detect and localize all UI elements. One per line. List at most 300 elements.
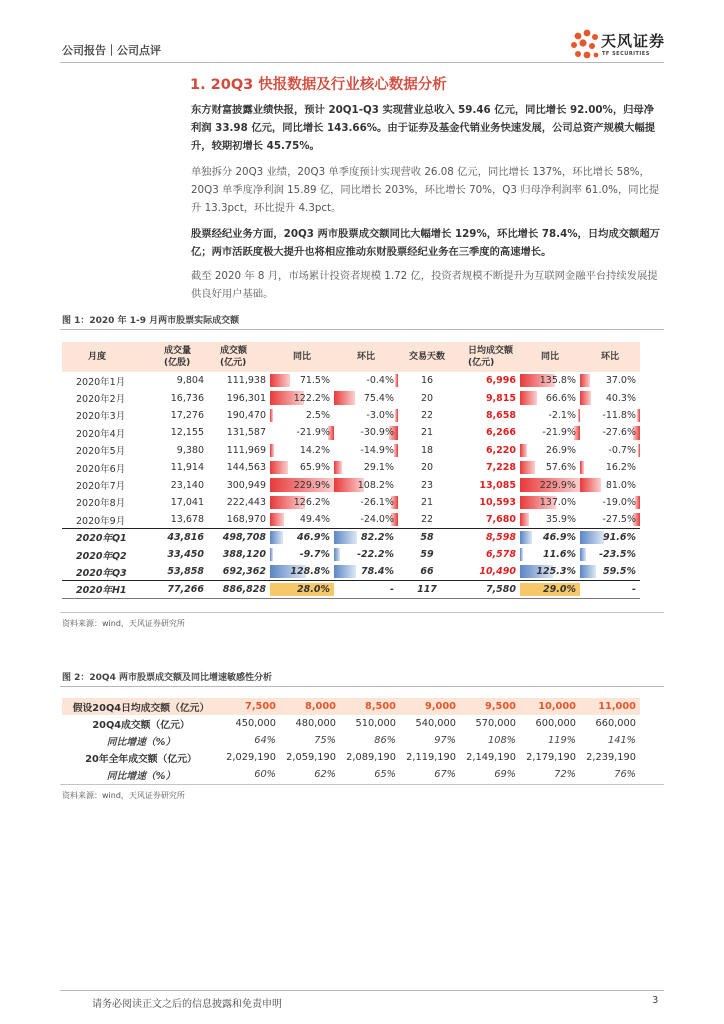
table-row [62,766,640,783]
table-cell [456,529,520,546]
table-cell [580,563,640,580]
table-cell [398,494,456,511]
cell-value: 10,490 [479,566,516,578]
table-cell [398,389,456,406]
cell-value: 58 [420,531,434,543]
table-cell [334,442,398,459]
table-cell: 76% [614,769,636,780]
table-cell [456,407,520,424]
figure2-table [62,698,640,783]
table-cell [398,442,456,459]
data-bar [270,444,274,457]
table-cell [580,442,640,459]
cell-value: - [632,583,636,595]
table-cell [520,424,580,441]
figure1-header-cell: 交易天数 [398,342,456,372]
figure1-header-cell: 环比 [580,342,640,372]
table-row [62,511,640,528]
table-cell: 141% [607,735,636,746]
cell-value: 168,970 [226,514,266,526]
logo-dot [592,34,598,40]
cell-value: 16 [420,375,434,387]
table-cell [208,459,270,476]
figure2-header-value: 8,500 [340,698,400,715]
cell-value: 35.9% [545,514,576,526]
cell-value: 46.9% [297,531,330,543]
paragraph-brokerage [191,225,663,261]
data-bar [520,461,535,474]
figure1-header-cell: 月度 [62,342,152,372]
table-cell [398,511,456,528]
cell-value: -14.9% [360,444,394,456]
cell-value: 18 [420,444,434,456]
table-cell [270,372,334,389]
cell-value: -24.0% [360,514,394,526]
cell-value: 6,578 [485,549,516,561]
table-cell [520,529,580,546]
table-cell [208,407,270,424]
row-label: 同比增速（%） [106,736,176,748]
cell-value: 14.2% [299,444,330,456]
cell-value: 126.2% [293,496,330,508]
table-cell [398,476,456,493]
table-cell [520,459,580,476]
table-cell [456,581,520,598]
cell-value: 21 [420,496,434,508]
cell-value: 16.2% [605,462,636,474]
data-bar [580,478,601,491]
figure2-header-row [62,698,640,715]
table-cell [520,563,580,580]
logo-dot [589,43,595,49]
cell-value: 388,120 [222,549,266,561]
cell-value: 886,828 [222,583,266,595]
table-cell [520,494,580,511]
table-cell: 75% [314,735,336,746]
data-bar [580,374,590,387]
row-label [62,389,152,406]
table-cell [456,546,520,563]
table-cell [580,407,640,424]
table-cell [208,563,270,580]
figure2-header-value: 11,000 [580,698,640,715]
section-title: 1. 20Q3 快报数据及行业核心数据分析 [190,77,447,93]
row-label [62,563,152,580]
table-cell: 2,119,190 [406,752,456,763]
table-cell [520,442,580,459]
figure1-title: 图 1：2020 年 1-9 月两市股票实际成交额 [62,316,240,326]
figure1-source-rule [60,612,664,613]
cell-value: -21.9% [296,427,330,439]
data-bar [270,461,288,474]
cell-value: 71.5% [299,375,330,387]
table-cell [334,459,398,476]
cell-value: 2020年8月 [76,498,126,510]
table-cell [580,581,640,598]
table-cell [334,581,398,598]
cell-value: -0.4% [366,375,394,387]
table-cell [270,563,334,580]
cell-value: -19.0% [602,496,636,508]
table-row [62,563,640,580]
paragraph-text: 股票经纪业务方面，20Q3 两市股票成交额同比大幅增长 129%，环比增长 78.4%，日均成交额超万亿；两市活跃度极大提升也将相应推动东财股票经纪业务在三季度的高速增长。 [191,228,660,258]
cell-value: 26.9% [545,444,576,456]
cell-value: 111,938 [226,375,266,387]
cell-value: 2020年1月 [76,376,126,388]
logo-dot [571,42,577,48]
table-cell [334,546,398,563]
table-cell [270,546,334,563]
cell-value: 8,598 [485,531,516,543]
figure2-header-value: 10,000 [520,698,580,715]
cell-value: 49.4% [299,514,330,526]
table-row [62,459,640,476]
table-cell: 2,029,190 [226,752,276,763]
table-cell [208,372,270,389]
table-cell [520,389,580,406]
row-label [62,459,152,476]
table-row [62,372,640,389]
table-cell: 69% [494,769,516,780]
report-breadcrumb: 公司报告｜公司点评 [62,44,161,57]
figure1-title-rule [60,329,664,330]
table-cell: 2,239,190 [586,752,636,763]
cell-value: 20 [420,392,434,404]
cell-value: 66 [420,566,434,578]
row-label [62,424,152,441]
table-cell [398,424,456,441]
table-cell [334,511,398,528]
table-cell [398,546,456,563]
cell-value: 91.6% [603,531,636,543]
cell-value: 6,220 [485,444,516,456]
cell-value: 128.8% [290,566,330,578]
data-bar [637,409,640,422]
data-bar [520,531,532,544]
table-row [62,529,640,546]
footer-divider [60,990,664,991]
data-bar [520,548,523,561]
data-bar [270,531,283,544]
paragraph-text: 单独拆分 20Q3 业绩，20Q3 单季度预计实现营收 26.08 亿元，同比增长 137%，环比增长 58%，20Q3 单季度净利润 15.89 亿，同比增长 203%，环比增长 70%，Q3 归母净利润率 61.0%，同比提升 13.3pct，环比提升 4.3pct。 [191,166,660,214]
cell-value: 229.9% [293,479,330,491]
cell-value: 229.9% [539,479,576,491]
cell-value: 111,969 [226,444,266,456]
table-cell: 65% [374,769,396,780]
cell-value: 43,816 [167,531,204,543]
table-cell [270,581,334,598]
cell-value: -27.5% [602,514,636,526]
cell-value: -2.1% [548,409,576,421]
table-cell [152,511,208,528]
table-cell [580,372,640,389]
table-row [62,732,640,749]
table-cell [580,511,640,528]
table-cell [152,563,208,580]
table-cell [152,494,208,511]
figure2-source: 资料来源：wind，天风证券研究所 [62,791,185,800]
figure1-header-row [62,342,640,372]
table-cell [152,407,208,424]
row-label [62,476,152,493]
data-bar [580,461,584,474]
table-cell [270,407,334,424]
cell-value: 2020年H1 [76,585,127,597]
cell-value: 2020年5月 [76,446,126,458]
cell-value: 65.9% [299,462,330,474]
cell-value: 23,140 [170,479,204,491]
data-bar [520,391,537,404]
table-cell [208,389,270,406]
table-cell [398,459,456,476]
table-cell [208,424,270,441]
table-cell: 2,179,190 [526,752,576,763]
logo-dot [594,53,599,58]
table-cell: 64% [254,735,276,746]
table-cell: 60% [254,769,276,780]
paragraph-earnings-flash [191,101,663,155]
table-cell [520,581,580,598]
cell-value: 82.2% [361,531,394,543]
paragraph-text: 东方财富披露业绩快报，预计 20Q1-Q3 实现营业总收入 59.46 亿元，同比增长 92.00%，归母净利润 33.98 亿元，同比增长 143.66%。由于证券及基金代销业务快速发展，公司总资产规模大幅提升，较期初增长 45.75%。 [191,104,656,152]
cell-value: 40.3% [605,392,636,404]
data-bar [580,565,596,578]
cell-value: 196,301 [226,392,266,404]
cell-value: 78.4% [361,566,394,578]
figure2-header-label: 假设20Q4日均成交额（亿元） [62,698,220,715]
logo-dot [575,33,582,40]
figure2-header-value: 9,000 [400,698,460,715]
data-bar [270,548,273,561]
table-cell [456,494,520,511]
table-cell: 97% [434,735,456,746]
table-cell [456,563,520,580]
cell-value: -23.5% [599,549,636,561]
table-cell [152,424,208,441]
table-cell [520,511,580,528]
cell-value: 2020年Q1 [76,533,127,545]
data-bar [520,513,529,526]
table-row [62,389,640,406]
figure2-title: 图 2：20Q4 两市股票成交额及同比增速敏感性分析 [62,673,272,683]
cell-value: 2020年9月 [76,515,126,527]
cell-value: 59.5% [603,566,636,578]
row-label: 20年全年成交额（亿元） [85,753,197,765]
logo-dot [575,51,581,57]
cell-value: 13,085 [479,479,516,491]
table-cell [334,476,398,493]
table-cell [152,459,208,476]
row-label [62,407,152,424]
data-bar [580,548,586,561]
table-row [62,442,640,459]
table-cell [270,389,334,406]
data-bar [520,444,527,457]
cell-value: 22 [420,514,434,526]
cell-value: 2020年Q3 [76,567,127,579]
cell-value: 17,041 [170,496,204,508]
cell-value: 122.2% [293,392,330,404]
logo-dot [584,52,591,59]
figure2-source-rule [60,784,664,785]
cell-value: 144,563 [226,462,266,474]
data-bar [270,409,273,422]
row-label: 同比增速（%） [106,770,176,782]
table-cell [580,459,640,476]
row-label [62,442,152,459]
cell-value: -27.6% [602,427,636,439]
table-cell [398,372,456,389]
table-cell [580,389,640,406]
cell-value: 7,228 [485,462,516,474]
table-cell [334,494,398,511]
table-cell: 2,149,190 [466,752,516,763]
table-row [62,494,640,511]
table-cell [152,442,208,459]
cell-value: 300,949 [226,479,266,491]
cell-value: -11.8% [602,409,636,421]
table-cell [580,529,640,546]
table-cell [456,424,520,441]
figure1-header-cell: 成交额 (亿元) [208,342,270,372]
table-cell [152,372,208,389]
cell-value: 22 [420,409,434,421]
table-cell [520,407,580,424]
table-cell [398,407,456,424]
paragraph-text: 截至 2020 年 8 月，市场累计投资者规模 1.72 亿，投资者规模不断提升为互联网金融平台持续发展提供良好用户基础。 [191,270,658,300]
table-cell [456,476,520,493]
cell-value: -22.2% [357,549,394,561]
cell-value: 692,362 [222,566,266,578]
cell-value: 2020年4月 [76,428,126,440]
table-row [62,407,640,424]
table-cell: 510,000 [355,718,396,729]
row-label [62,372,152,389]
table-cell [270,424,334,441]
cell-value: 2020年6月 [76,463,126,475]
cell-value: - [390,583,394,595]
data-bar [334,461,342,474]
table-cell: 660,000 [595,718,636,729]
cell-value: 23 [420,479,434,491]
table-cell [580,476,640,493]
figure1-header-cell: 同比 [270,342,334,372]
table-cell [208,511,270,528]
cell-value: 11,914 [170,462,204,474]
cell-value: 57.6% [545,462,576,474]
table-cell [334,372,398,389]
cell-value: 498,708 [222,531,266,543]
figure1-source: 资料来源：wind，天风证券研究所 [62,619,185,628]
cell-value: -21.9% [542,427,576,439]
cell-value: 17,276 [170,409,204,421]
cell-value: -3.0% [366,409,394,421]
row-label: 20Q4成交额（亿元） [92,719,190,731]
cell-value: 75.4% [363,392,394,404]
data-bar [270,374,290,387]
table-cell [580,546,640,563]
figure2-header-value: 7,500 [220,698,280,715]
cell-value: 21 [420,427,434,439]
data-bar [270,513,284,526]
cell-value: 117 [417,583,437,595]
table-cell [520,546,580,563]
table-cell: 108% [487,735,516,746]
cell-value: 37.0% [605,375,636,387]
table-cell [580,424,640,441]
table-cell: 2,089,190 [346,752,396,763]
cell-value: 8,658 [485,409,516,421]
table-cell [456,459,520,476]
cell-value: 20 [420,462,434,474]
table-cell [270,529,334,546]
figure2-header-value: 9,500 [460,698,520,715]
table-cell: 540,000 [415,718,456,729]
cell-value: 135.8% [539,375,576,387]
table-row [62,476,640,493]
table-cell [208,529,270,546]
cell-value: 9,804 [176,375,204,387]
table-cell [152,546,208,563]
cell-value: 29.0% [543,583,576,595]
cell-value: 7,580 [485,583,516,595]
logo-wordmark: 天风证券 [601,32,666,50]
table-cell [270,442,334,459]
table-cell [398,581,456,598]
row-label [62,581,152,598]
row-label [62,494,152,511]
table-cell [456,511,520,528]
cell-value: 6,266 [485,427,516,439]
table-cell [520,372,580,389]
table-cell [334,529,398,546]
table-cell [398,563,456,580]
table-cell [152,529,208,546]
cell-value: 77,266 [167,583,204,595]
table-cell [456,389,520,406]
table-cell [520,476,580,493]
table-cell [334,563,398,580]
table-cell: 600,000 [535,718,576,729]
table-cell [270,476,334,493]
cell-value: 2020年2月 [76,394,126,406]
table-cell: 119% [547,735,576,746]
data-bar [580,531,604,544]
data-bar [334,565,356,578]
table-cell [270,511,334,528]
cell-value: 125.3% [536,566,576,578]
table-cell: 72% [554,769,576,780]
figure1-table [62,342,640,599]
cell-value: 9,815 [485,392,516,404]
cell-value: 59 [420,549,434,561]
table-cell [208,476,270,493]
cell-value: 81.0% [605,479,636,491]
table-cell [208,494,270,511]
table-row [62,424,640,441]
table-cell [334,424,398,441]
table-cell [334,407,398,424]
cell-value: 222,443 [226,496,266,508]
cell-value: 2020年3月 [76,411,126,423]
table-row [62,581,640,598]
table-cell [456,442,520,459]
table-row [62,749,640,766]
figure2-title-rule [60,686,664,687]
cell-value: 28.0% [297,583,330,595]
paragraph-investors [191,267,663,303]
table-cell [208,581,270,598]
